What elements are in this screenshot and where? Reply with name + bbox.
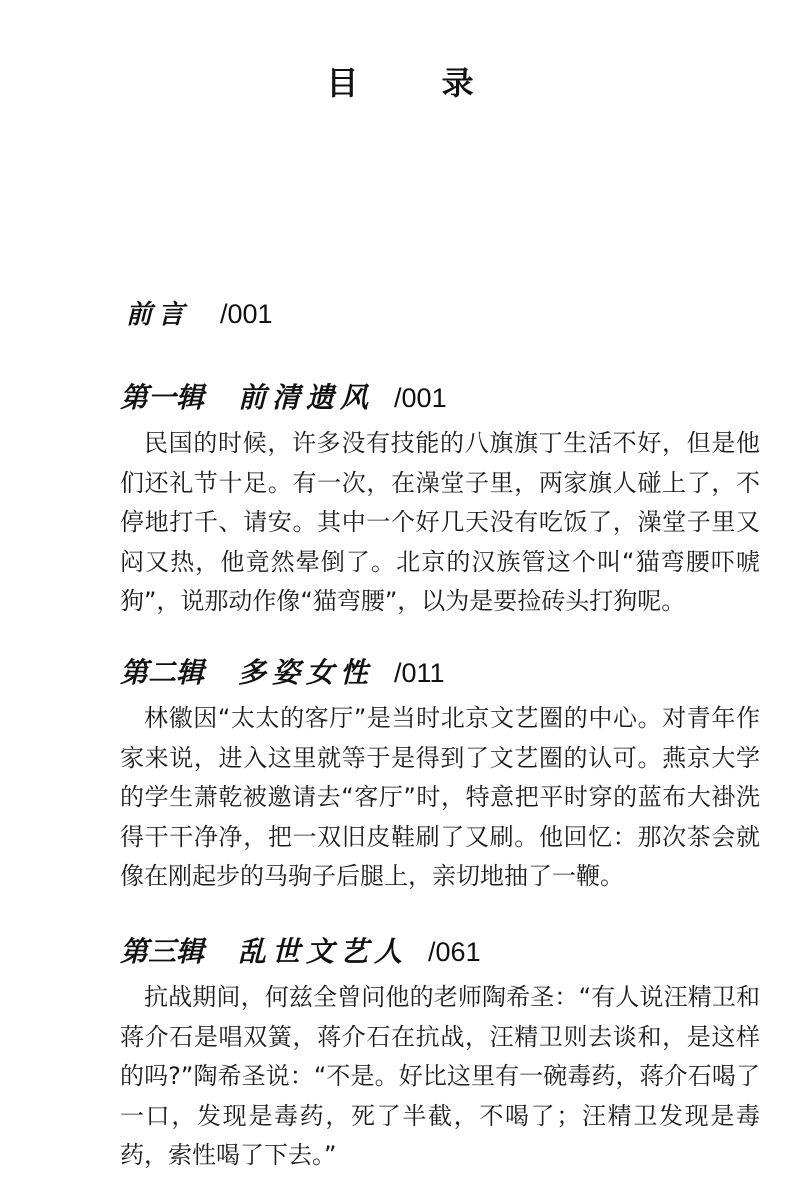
section-heading	[120, 653, 760, 693]
section-title: 多姿女性	[238, 656, 375, 689]
section-heading	[120, 378, 760, 418]
section-summary: 抗战期间，何兹全曾问他的老师陶希圣：“有人说汪精卫和蒋介石是唱双簧，蒋介石在抗战，汪精卫则去谈和，是这样的吗?”陶希圣说：“不是。好比这里有一碗毒药，蒋介石喝了一口，发现是毒药，死了半截，不喝了；汪精卫发现是毒药，索性喝了下去。”	[120, 983, 760, 1169]
toc-section-2	[120, 653, 760, 897]
section-page-number: /061	[428, 937, 481, 967]
toc-entry-preface	[126, 294, 273, 331]
section-label: 第一辑	[120, 381, 205, 414]
section-label: 第二辑	[120, 656, 205, 689]
toc-section-1	[120, 378, 760, 622]
section-page-number: /011	[394, 658, 445, 688]
section-heading	[120, 932, 760, 972]
page-title: 目 录	[326, 64, 510, 102]
toc-section-3	[120, 932, 760, 1176]
section-label: 第三辑	[120, 935, 205, 968]
section-page-number: /001	[394, 383, 447, 413]
section-summary: 林徽因“太太的客厅”是当时北京文艺圈的中心。对青年作家来说，进入这里就等于是得到了文艺圈的认可。燕京大学的学生萧乾被邀请去“客厅”时，特意把平时穿的蓝布大褂洗得干干净净，把一双旧皮鞋刷了又刷。他回忆：那次茶会就像在刚起步的马驹子后腿上，亲切地抽了一鞭。	[120, 704, 760, 890]
section-title: 前清遗风	[238, 381, 375, 414]
preface-label: 前言	[126, 300, 191, 330]
section-summary: 民国的时候，许多没有技能的八旗旗丁生活不好，但是他们还礼节十足。有一次，在澡堂子里，两家旗人碰上了，不停地打千、请安。其中一个好几天没有吃饭了，澡堂子里又闷又热，他竟然晕倒了。北京的汉族管这个叫“猫弯腰吓唬狗”，说那动作像“猫弯腰”，以为是要捡砖头打狗呢。	[120, 429, 760, 615]
section-title: 乱世文艺人	[238, 935, 409, 968]
preface-page-number: /001	[220, 299, 273, 329]
